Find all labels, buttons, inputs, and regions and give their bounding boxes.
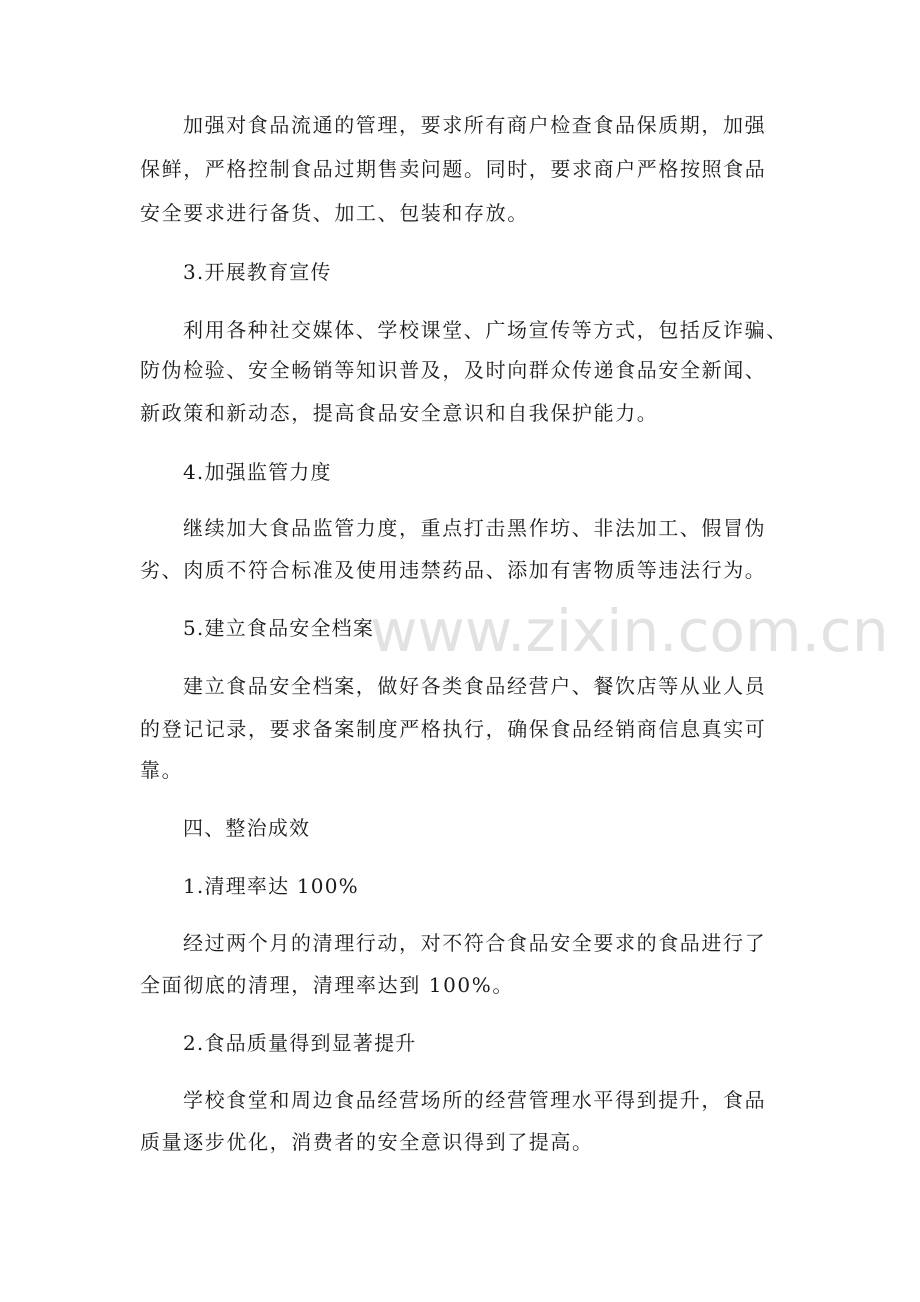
paragraph-line: 靠。 — [140, 758, 184, 782]
paragraph-line: 质量逐步优化，消费者的安全意识得到了提高。 — [140, 1130, 594, 1154]
section-heading: 四、整治成效 — [183, 816, 311, 840]
paragraph-line: 的登记记录，要求备案制度严格执行，确保食品经销商信息真实可 — [140, 717, 767, 741]
paragraph-line: 劣、肉质不符合标准及使用违禁药品、添加有害物质等违法行为。 — [140, 558, 767, 582]
paragraph-line: 经过两个月的清理行动，对不符合食品安全要求的食品进行了 — [183, 931, 767, 955]
paragraph-line: 全面彻底的清理，清理率达到 100%。 — [140, 973, 514, 997]
section-heading: 3.开展教育宣传 — [183, 260, 332, 284]
paragraph-line: 利用各种社交媒体、学校课堂、广场宣传等方式，包括反诈骗、 — [183, 318, 788, 342]
section-heading: 1.清理率达 100% — [183, 874, 359, 898]
paragraph-line: 新政策和新动态，提高食品安全意识和自我保护能力。 — [140, 401, 659, 425]
paragraph-line: 继续加大食品监管力度，重点打击黑作坊、非法加工、假冒伪 — [183, 516, 767, 540]
section-heading: 2.食品质量得到显著提升 — [183, 1031, 417, 1055]
paragraph-line: 建立食品安全档案，做好各类食品经营户、餐饮店等从业人员 — [183, 674, 767, 698]
watermark: www.zixin.com.cn — [370, 597, 889, 665]
paragraph-line: 保鲜，严格控制食品过期售卖问题。同时，要求商户严格按照食品 — [140, 157, 767, 181]
paragraph-line: 防伪检验、安全畅销等知识普及，及时向群众传递食品安全新闻、 — [140, 358, 767, 382]
section-heading: 5.建立食品安全档案 — [183, 616, 375, 640]
paragraph-line: 学校食堂和周边食品经营场所的经营管理水平得到提升，食品 — [183, 1088, 767, 1112]
paragraph-line: 加强对食品流通的管理，要求所有商户检查食品保质期，加强 — [183, 113, 767, 137]
paragraph-line: 安全要求进行备货、加工、包装和存放。 — [140, 201, 529, 225]
section-heading: 4.加强监管力度 — [183, 460, 332, 484]
